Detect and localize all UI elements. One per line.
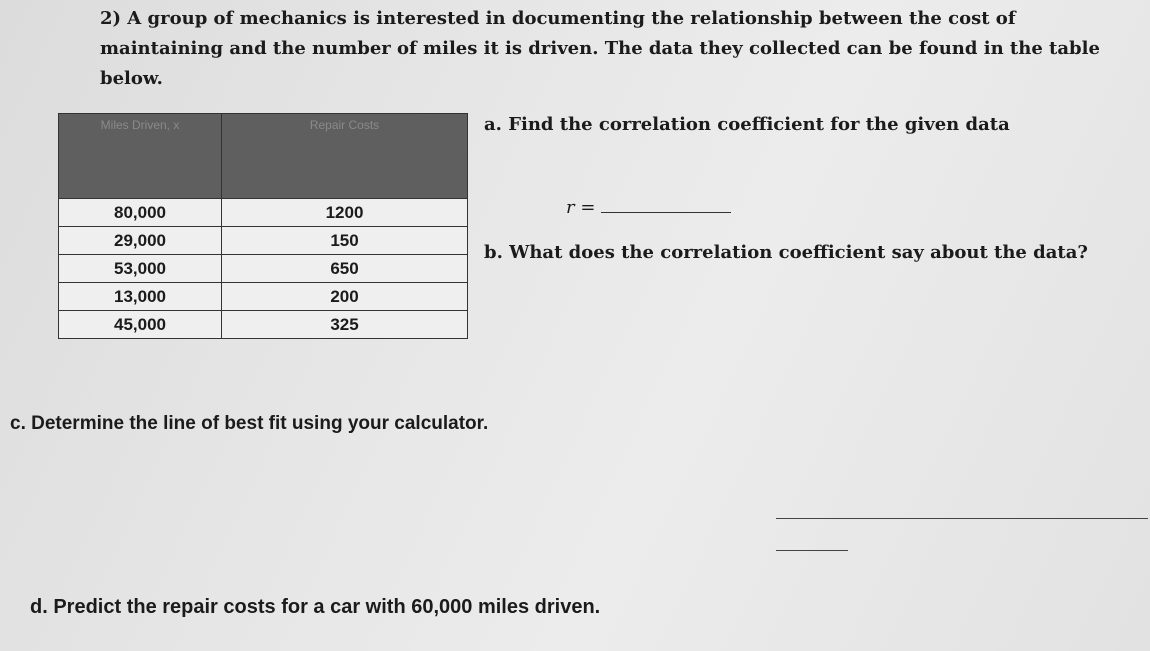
part-c-answer-line[interactable] bbox=[776, 518, 1148, 519]
part-c-answer-line-short[interactable] bbox=[776, 550, 848, 551]
header-repair-costs: Repair Costs bbox=[222, 114, 468, 199]
r-answer-line bbox=[566, 196, 731, 218]
part-d-prompt: d. Predict the repair costs for a car with 60,000 miles driven. bbox=[30, 596, 601, 618]
part-c-prompt: c. Determine the line of best fit using your calculator. bbox=[10, 413, 489, 434]
table-header-row bbox=[59, 114, 468, 199]
cell-miles: 13,000 bbox=[59, 283, 222, 311]
cell-miles: 29,000 bbox=[59, 227, 222, 255]
cell-cost: 150 bbox=[222, 227, 468, 255]
part-b-prompt: b. What does the correlation coefficient say about the data? bbox=[484, 242, 1088, 263]
cell-cost: 1200 bbox=[222, 199, 468, 227]
part-a-prompt: a. Find the correlation coefficient for the given data bbox=[484, 114, 1010, 135]
header-miles-driven: Miles Driven, x bbox=[59, 114, 222, 199]
cell-miles: 80,000 bbox=[59, 199, 222, 227]
table-row bbox=[59, 283, 468, 311]
table-row bbox=[59, 199, 468, 227]
cell-cost: 650 bbox=[222, 255, 468, 283]
r-answer-blank[interactable] bbox=[601, 196, 731, 213]
cell-miles: 53,000 bbox=[59, 255, 222, 283]
cell-cost: 325 bbox=[222, 311, 468, 339]
table-row bbox=[59, 227, 468, 255]
table-row bbox=[59, 255, 468, 283]
r-label: r = bbox=[566, 197, 596, 218]
data-table bbox=[58, 113, 468, 339]
cell-miles: 45,000 bbox=[59, 311, 222, 339]
cell-cost: 200 bbox=[222, 283, 468, 311]
question-intro: 2) A group of mechanics is interested in documenting the relationship between the cost of maintaining and the number of miles it is driven. The data they collected can be found in the table below. bbox=[100, 8, 1100, 89]
table-row bbox=[59, 311, 468, 339]
